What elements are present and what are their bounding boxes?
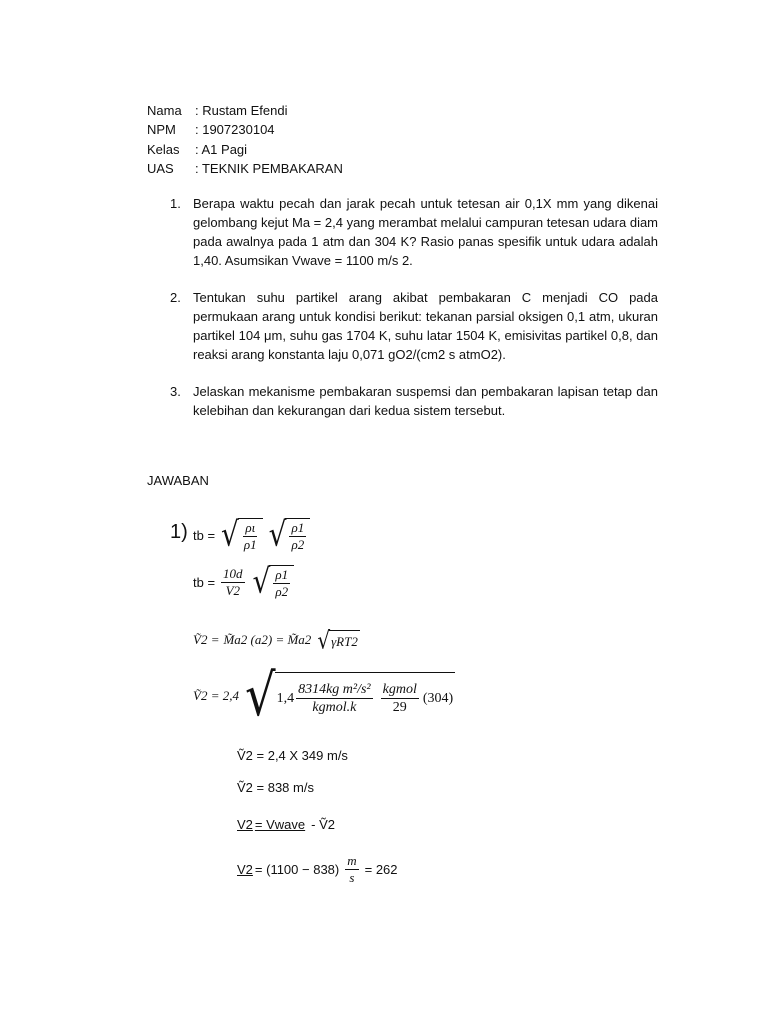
equation-7 <box>237 817 335 832</box>
eq-rhs: - Ṽ2 <box>311 817 335 832</box>
info-row-exam <box>147 159 343 178</box>
question-item <box>170 288 658 364</box>
fraction <box>273 568 290 600</box>
question-item <box>170 382 658 420</box>
eq-lhs: tb = <box>193 574 216 590</box>
eq-middle: = (1100 − 838) <box>254 862 340 878</box>
sqrt-term <box>221 514 263 555</box>
info-value: : A1 Pagi <box>195 141 248 157</box>
question-text: Jelaskan mekanisme pembakaran suspemsi dan pembakaran lapisan tetap dan kelebihan dan kekurangan dari kedua sistem tersebut. <box>193 384 658 418</box>
fraction <box>381 682 419 716</box>
fraction-denominator: kgmol.k <box>312 700 357 715</box>
equation-1 <box>193 514 310 555</box>
question-number: 3. <box>170 384 181 399</box>
question-number: 1. <box>170 196 181 211</box>
fraction <box>296 682 373 716</box>
info-label: Kelas <box>147 141 180 157</box>
eq-lhs: V2 <box>237 862 253 878</box>
info-label: Nama <box>147 103 182 118</box>
sqrt-term <box>252 561 295 602</box>
question-text: Berapa waktu pecah dan jarak pecah untuk tetesan air 0,1X mm yang dikenai gelombang kejut Ma = 2,4 yang merambat melalui campuran tetesan udara diam pada awalnya pada 1 atm dan 304 K? Rasio panas spesifik untuk udara adalah 1,40. Asumsikan Vwave = 1100 m/s 2. <box>193 196 659 268</box>
eq-middle: M̃a2 (a2) = M̃a2 <box>223 632 312 647</box>
fraction-denominator: 29 <box>392 700 407 715</box>
eq-lhs: Ṽ2 = 2,4 <box>193 688 239 703</box>
info-row-name <box>147 101 343 120</box>
fraction-denominator: V2 <box>225 582 241 598</box>
info-value: : TEKNIK PEMBAKARAN <box>195 160 343 176</box>
answer-number: 1) <box>170 521 188 543</box>
fraction-numerator: 8314kg m²/s² <box>296 682 373 699</box>
eq-lhs: tb = <box>193 527 216 543</box>
fraction-denominator: s <box>349 870 355 886</box>
info-label: NPM <box>147 122 176 138</box>
fraction <box>221 567 245 599</box>
fraction-numerator: kgmol <box>381 682 419 699</box>
fraction-denominator: ρ1 <box>243 537 257 553</box>
fraction-numerator: m <box>345 854 358 870</box>
question-item <box>170 194 658 270</box>
student-info <box>147 101 343 178</box>
info-label: UAS <box>147 160 174 176</box>
fraction <box>289 521 306 553</box>
fraction-denominator: ρ2 <box>291 537 305 553</box>
radical-sign: √ <box>244 662 276 730</box>
fraction-numerator: 10d <box>221 567 245 583</box>
info-row-class <box>147 140 343 159</box>
equation-8 <box>237 854 398 886</box>
sqrt-term <box>268 514 311 555</box>
coefficient: 1,4 <box>276 690 295 706</box>
radical-sign: √ <box>252 561 271 602</box>
eq-middle: = Vwave <box>254 817 306 832</box>
radical-sign: √ <box>317 625 331 655</box>
equation-2 <box>193 561 294 602</box>
equation-5: Ṽ2 = 2,4 X 349 m/s <box>237 748 348 763</box>
question-list <box>170 194 658 438</box>
info-value: : 1907230104 <box>195 122 275 138</box>
radical-sign: √ <box>268 514 287 555</box>
equation-6: Ṽ2 = 838 m/s <box>237 780 314 795</box>
fraction-denominator: ρ2 <box>275 584 289 600</box>
fraction-numerator: ρι <box>243 521 257 537</box>
sqrt-term <box>317 625 360 655</box>
equation-3 <box>193 625 360 655</box>
radical-sign: √ <box>221 514 239 555</box>
eq-lhs: Ṽ2 = <box>193 632 220 647</box>
sqrt-term <box>244 662 455 730</box>
info-value: : Rustam Efendi <box>195 103 288 118</box>
fraction-numerator: ρ1 <box>273 568 290 584</box>
eq-tail: (304) <box>422 690 454 706</box>
info-row-npm <box>147 120 343 139</box>
fraction <box>345 854 358 886</box>
answer-heading: JAWABAN <box>147 473 209 488</box>
equation-4 <box>193 662 455 730</box>
eq-lhs: V2 <box>237 817 253 832</box>
eq-rhs: = 262 <box>364 862 398 878</box>
question-text: Tentukan suhu partikel arang akibat pembakaran C menjadi CO pada permukaan arang untuk kondisi berikut: tekanan parsial oksigen 0,1 atm, ukuran partikel 104 μm, suhu gas 1704 K, suhu latar 1504 K, emisivitas partikel 0,8, dan reaksi arang konstanta laju 0,071 gO2/(cm2 s atmO2). <box>193 290 658 362</box>
fraction <box>242 521 259 553</box>
fraction-numerator: ρ1 <box>289 521 306 537</box>
radicand: γRT2 <box>329 630 360 650</box>
question-number: 2. <box>170 290 181 305</box>
